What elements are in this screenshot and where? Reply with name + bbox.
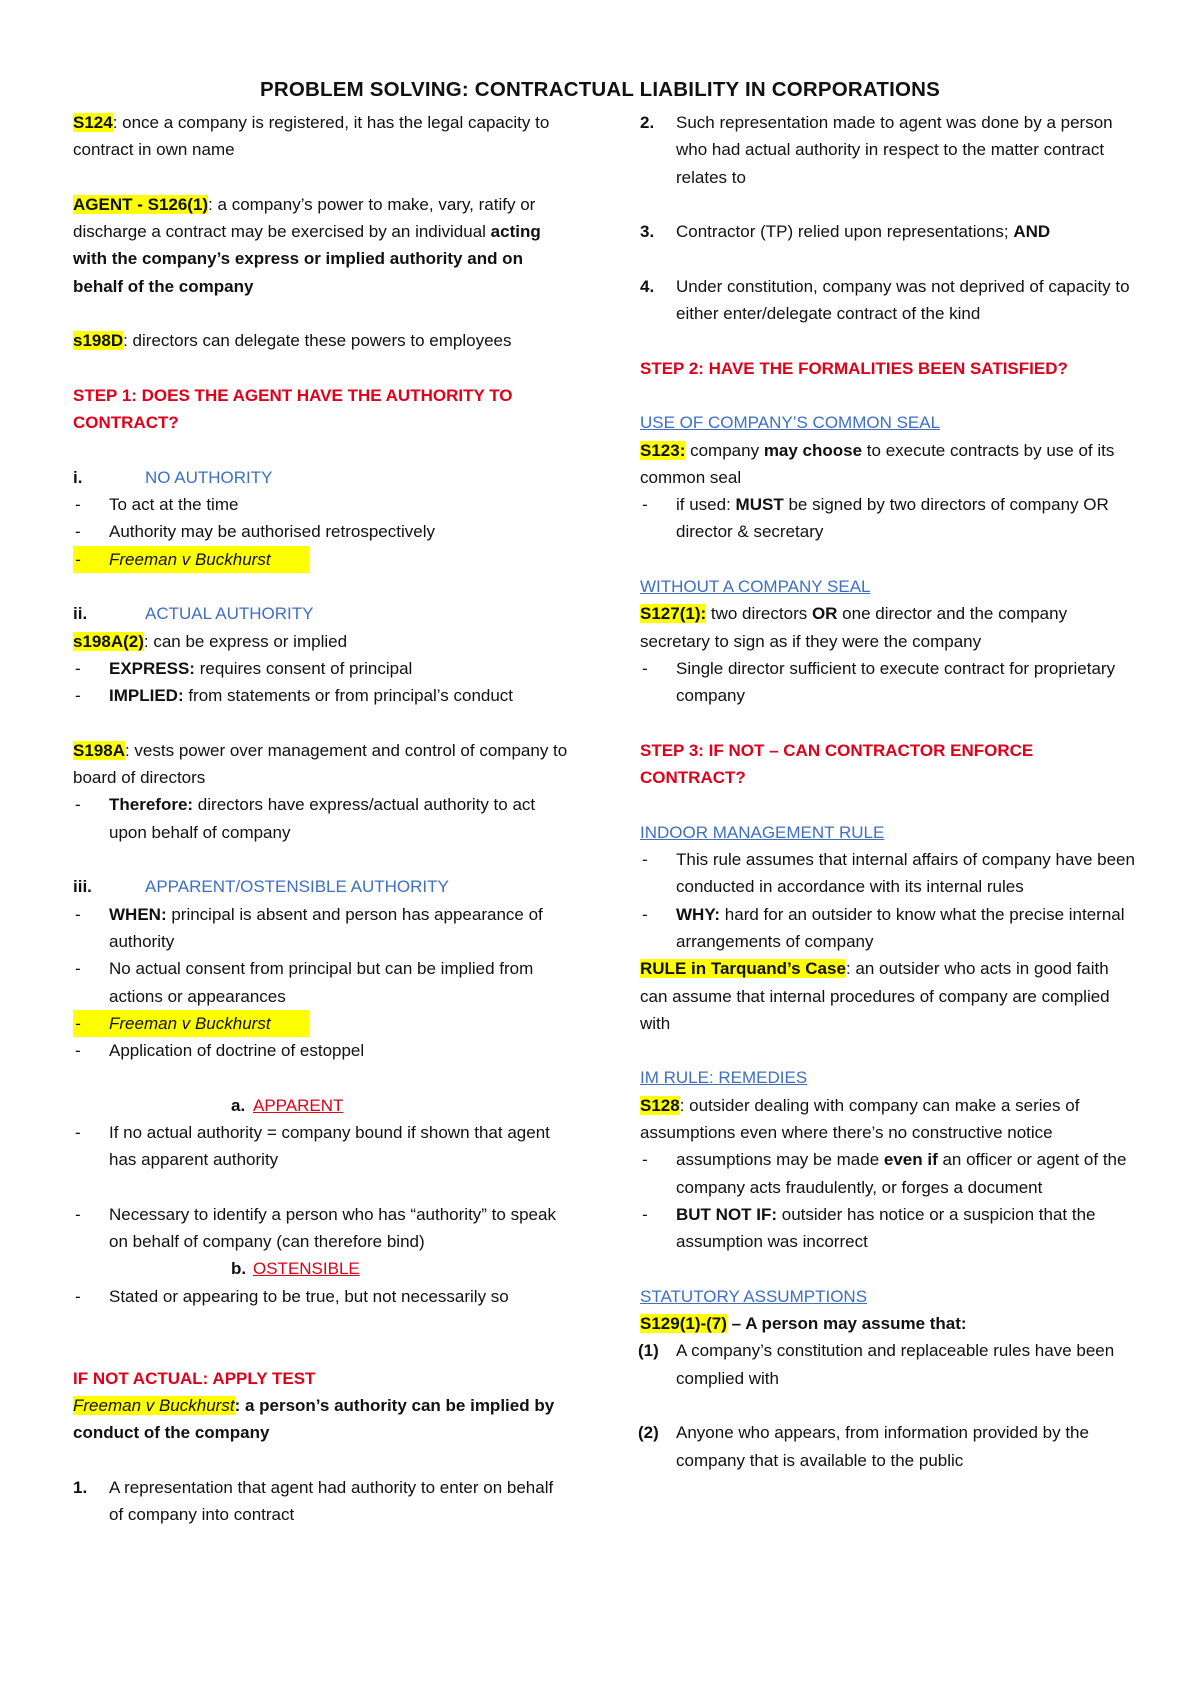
list-item: - Therefore: directors have express/actual authority to act upon behalf of company xyxy=(73,791,569,846)
section-ref: s198A(2) xyxy=(73,631,144,651)
freeman-test-paragraph: Freeman v Buckhurst: a person’s authority can be implied by conduct of the company xyxy=(73,1395,555,1443)
indoor-management-heading: INDOOR MANAGEMENT RULE xyxy=(640,822,885,842)
remedies-heading: IM RULE: REMEDIES xyxy=(640,1068,808,1088)
statutory-assumptions-heading: STATUTORY ASSUMPTIONS xyxy=(640,1286,868,1306)
common-seal-heading: USE OF COMPANY’S COMMON SEAL xyxy=(640,413,941,433)
s124-paragraph: S124: once a company is registered, it has the legal capacity to contract in own name xyxy=(73,113,550,160)
assumption-item: (1) A company’s constitution and replaceable rules have been complied with xyxy=(638,1341,1115,1388)
list-item: - Authority may be authorised retrospectively xyxy=(73,518,569,545)
case-citation: - Freeman v Buckhurst xyxy=(73,1010,569,1037)
section-ref: S123: xyxy=(640,440,686,460)
s123-paragraph: S123: company may choose to execute contracts by use of its common seal xyxy=(640,440,1115,487)
section-ref: S198A xyxy=(73,740,125,760)
no-authority-heading: i. NO AUTHORITY xyxy=(73,467,273,487)
s128-paragraph: S128: outsider dealing with company can make a series of assumptions even where there’s no constructive notice xyxy=(640,1095,1080,1142)
step3-heading: STEP 3: IF NOT – CAN CONTRACTOR ENFORCE CONTRACT? xyxy=(640,740,1034,788)
right-column xyxy=(640,109,1140,1474)
list-item: - Single director sufficient to execute contract for proprietary company xyxy=(640,655,1140,710)
test-item: 3. Contractor (TP) relied upon representations; AND xyxy=(640,222,1051,242)
s198d-paragraph: s198D: directors can delegate these powers to employees xyxy=(73,331,512,351)
without-seal-heading: WITHOUT A COMPANY SEAL xyxy=(640,577,871,597)
s127-paragraph: S127(1): two directors OR one director and the company secretary to sign as if they were the company xyxy=(640,604,1068,651)
case-citation: Freeman v Buckhurst xyxy=(73,1395,235,1415)
list-item: - If no actual authority = company bound if shown that agent has apparent authority xyxy=(73,1119,569,1174)
left-column xyxy=(73,109,569,1528)
list-item: - Necessary to identify a person who has “authority” to speak on behalf of company (can therefore bind) xyxy=(73,1201,569,1256)
section-ref: S128 xyxy=(640,1095,680,1115)
section-ref: S129(1)-(7) xyxy=(640,1314,727,1334)
list-item: - assumptions may be made even if an officer or agent of the company acts fraudulently, or forges a document xyxy=(640,1146,1140,1201)
section-ref: S124 xyxy=(73,113,113,132)
list-item: - WHY: hard for an outsider to know what the precise internal arrangements of company xyxy=(640,901,1140,956)
test-item: 2. Such representation made to agent was done by a person who had actual authority in respect to the matter contract relates to xyxy=(640,113,1113,187)
s198a-paragraph: S198A: vests power over management and control of company to board of directors xyxy=(73,740,568,788)
step1-heading: STEP 1: DOES THE AGENT HAVE THE AUTHORITY TO CONTRACT? xyxy=(73,385,513,433)
list-item: - IMPLIED: from statements or from principal’s conduct xyxy=(73,682,569,709)
list-item: - if used: MUST be signed by two directors of company OR director & secretary xyxy=(640,491,1140,546)
ostensible-subheading: b. OSTENSIBLE xyxy=(231,1259,360,1279)
section-ref: s198D xyxy=(73,331,124,351)
list-item: - This rule assumes that internal affairs of company have been conducted in accordance with its internal rules xyxy=(640,846,1140,901)
s198a2-paragraph: s198A(2): can be express or implied xyxy=(73,631,348,651)
test-item: 1. A representation that agent had authority to enter on behalf of company into contract xyxy=(73,1477,554,1525)
test-item: 4. Under constitution, company was not deprived of capacity to either enter/delegate contract of the kind xyxy=(640,276,1130,324)
list-item: - Stated or appearing to be true, but not necessarily so xyxy=(73,1283,569,1310)
section-ref: S127(1): xyxy=(640,604,707,624)
section-ref: RULE in Tarquand’s Case xyxy=(640,959,846,979)
list-item: - No actual consent from principal but can be implied from actions or appearances xyxy=(73,955,569,1010)
agent-paragraph: AGENT - S126(1): a company’s power to make, vary, ratify or discharge a contract may be exercised by an individual acting with the company’s express or implied authority and on behalf of the company xyxy=(73,194,541,296)
list-item: - WHEN: principal is absent and person has appearance of authority xyxy=(73,901,569,956)
list-item: - BUT NOT IF: outsider has notice or a suspicion that the assumption was incorrect xyxy=(640,1201,1140,1256)
list-item: - EXPRESS: requires consent of principal xyxy=(73,655,569,682)
list-item: - To act at the time xyxy=(73,491,569,518)
actual-authority-heading: ii. ACTUAL AUTHORITY xyxy=(73,604,314,624)
if-not-actual-heading: IF NOT ACTUAL: APPLY TEST xyxy=(73,1368,316,1388)
assumption-item: (2) Anyone who appears, from information provided by the company that is available to the public xyxy=(638,1423,1089,1470)
step2-heading: STEP 2: HAVE THE FORMALITIES BEEN SATISFIED? xyxy=(640,358,1068,378)
section-ref: AGENT - S126(1) xyxy=(73,194,209,214)
apparent-authority-heading: iii. APPARENT/OSTENSIBLE AUTHORITY xyxy=(73,877,449,897)
apparent-subheading: a. APPARENT xyxy=(231,1095,344,1115)
list-item: - Application of doctrine of estoppel xyxy=(73,1037,569,1064)
s129-paragraph: S129(1)-(7) – A person may assume that: xyxy=(640,1314,967,1334)
page-title: PROBLEM SOLVING: CONTRACTUAL LIABILITY IN CORPORATIONS xyxy=(259,78,941,101)
case-citation: - Freeman v Buckhurst xyxy=(73,546,569,573)
tarquand-paragraph: RULE in Tarquand’s Case: an outsider who acts in good faith can assume that internal procedures of company are complied with xyxy=(640,959,1110,1033)
